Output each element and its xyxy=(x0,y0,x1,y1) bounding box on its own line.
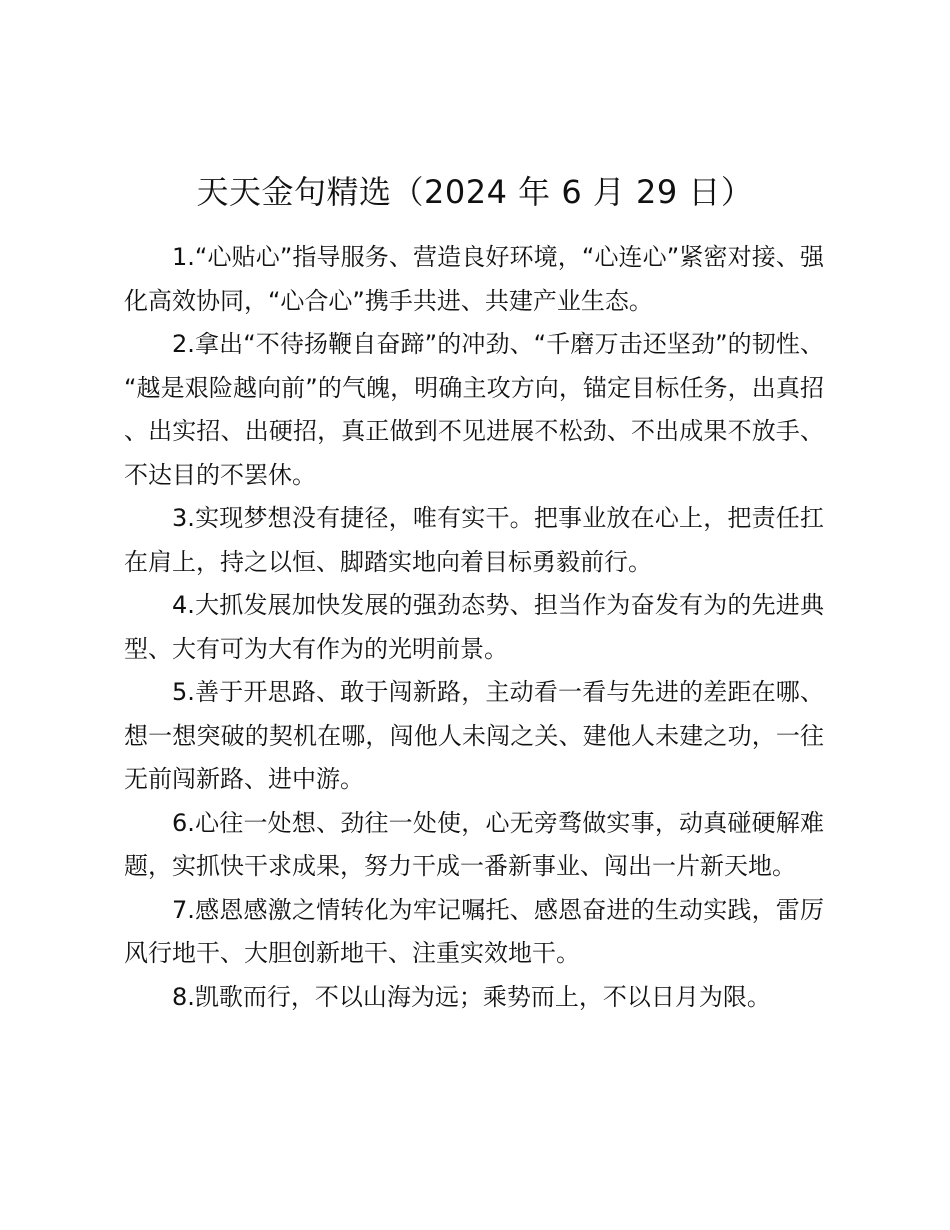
paragraph-4: 4.大抓发展加快发展的强劲态势、担当作为奋发有为的先进典型、大有可为大有作为的光明前景。 xyxy=(124,591,824,663)
paragraph-7: 7.感恩感激之情转化为牢记嘱托、感恩奋进的生动实践，雷厉风行地干、大胆创新地干、注重实效地干。 xyxy=(124,895,824,967)
paragraph-1: 1.“心贴心”指导服务、营造良好环境，“心连心”紧密对接、强化高效协同，“心合心”携手共进、共建产业生态。 xyxy=(124,243,824,315)
document-body xyxy=(124,236,824,1019)
paragraph-5: 5.善于开思路、敢于闯新路，主动看一看与先进的差距在哪、想一想突破的契机在哪，闯他人未闯之关、建他人未建之功，一往无前闯新路、进中游。 xyxy=(124,678,824,793)
paragraph-2: 2.拿出“不待扬鞭自奋蹄”的冲劲、“千磨万击还坚劲”的韧性、“越是艰险越向前”的气魄，明确主攻方向，锚定目标任务，出真招、出实招、出硬招，真正做到不见进展不松劲、不出成果不放手、不达目的不罢休。 xyxy=(124,330,824,489)
paragraph-8: 8.凯歌而行，不以山海为远；乘势而上，不以日月为限。 xyxy=(172,982,771,1011)
paragraph-3: 3.实现梦想没有捷径，唯有实干。把事业放在心上，把责任扛在肩上，持之以恒、脚踏实地向着目标勇毅前行。 xyxy=(124,504,824,576)
paragraph-6: 6.心往一处想、劲往一处使，心无旁骛做实事，动真碰硬解难题，实抓快干求成果，努力干成一番新事业、闯出一片新天地。 xyxy=(124,808,824,880)
document-title: 天天金句精选（2024 年 6 月 29 日） xyxy=(196,173,754,211)
